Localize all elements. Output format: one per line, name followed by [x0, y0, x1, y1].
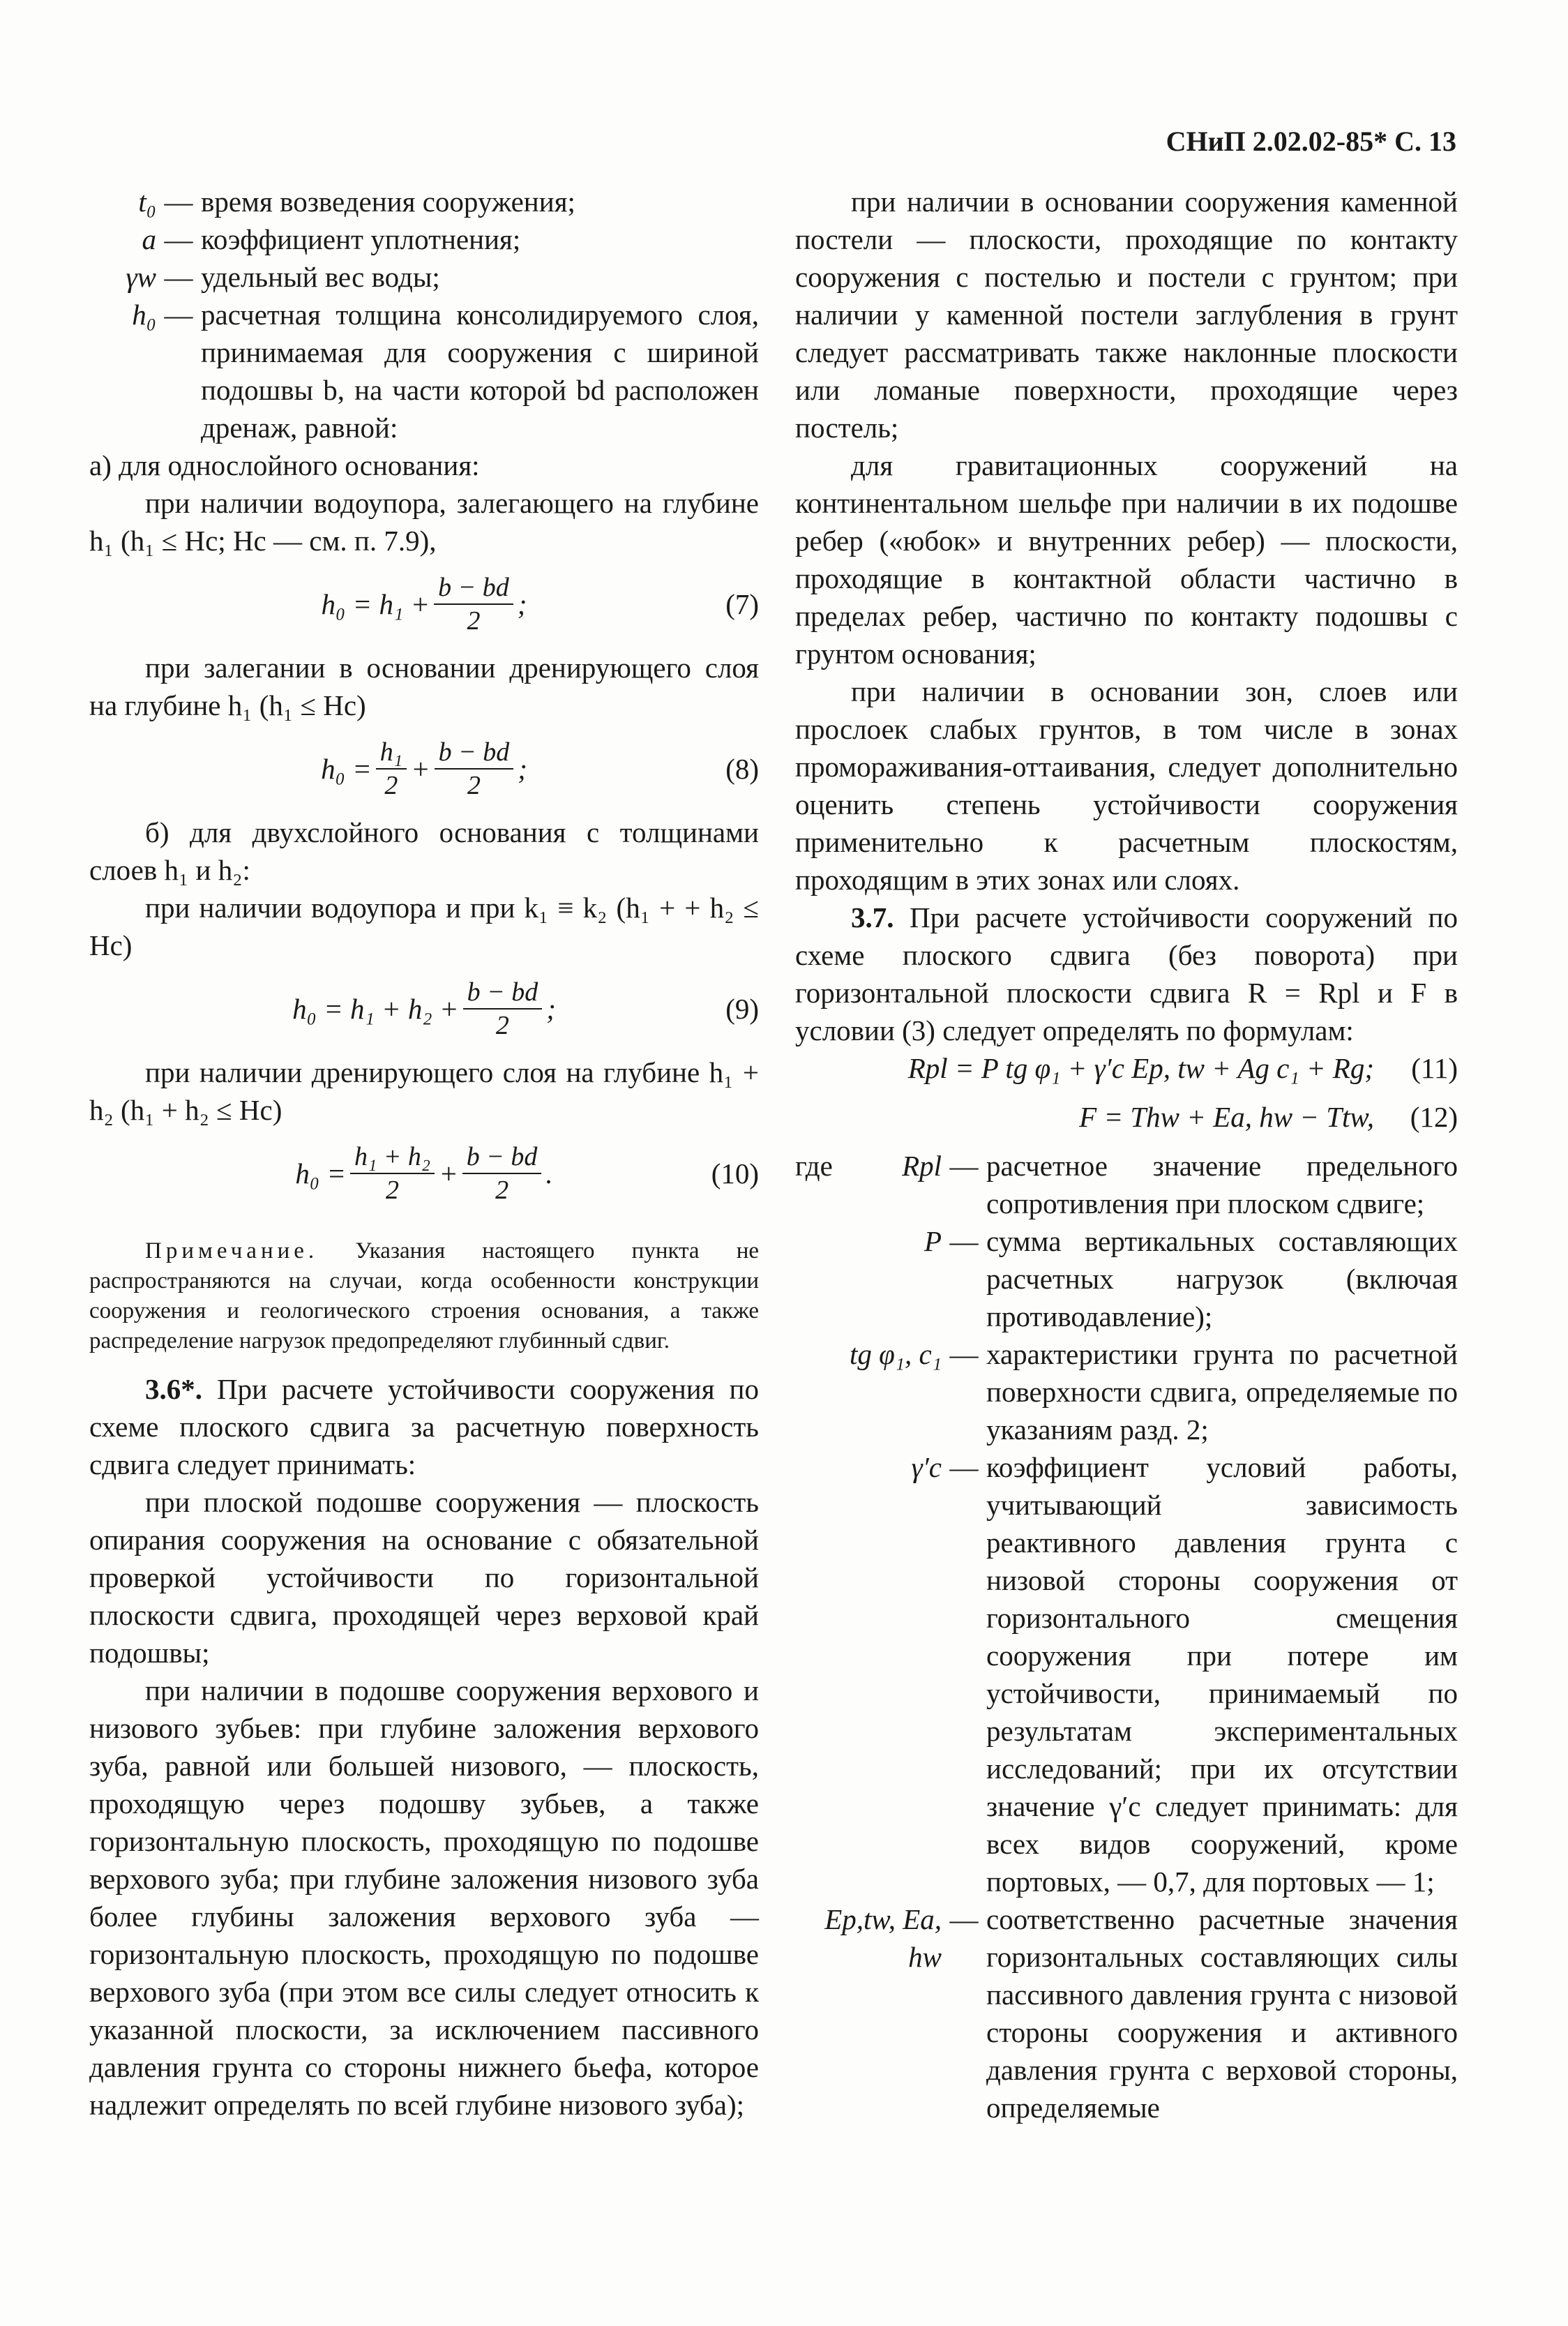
right-column [795, 183, 1458, 2126]
section-text: При расчете устойчивости сооружений по схеме плоского сдвига (без поворота) при горизонтальной плоскости сдвига R = Rpl и F в условии (3) следует определять по формулам: [795, 901, 1458, 1046]
denominator: 2 [384, 771, 398, 800]
definition-symbol: Ep,tw, Ea, hw [824, 1903, 942, 1973]
definition-symbol: γ′c [911, 1451, 942, 1483]
definition-text: соответственно расчетные значения горизонтальных составляющих силы пассивного давления грунта с низовой стороны сооружения и активного давления грунта с верховой стороны, определяемые [986, 1903, 1458, 2124]
dash: — [949, 1150, 979, 1182]
numerator: b − bd [435, 736, 514, 770]
page-header: СНиП 2.02.02-85* С. 13 [1166, 126, 1456, 157]
definition-item [795, 1147, 1458, 1222]
numerator: b − bd [462, 1141, 542, 1174]
denominator: 2 [495, 1011, 509, 1040]
formula-7 [89, 560, 759, 649]
dash: — [949, 1338, 979, 1370]
numerator: h₁ + h₂ [350, 1141, 435, 1174]
formula-number: (9) [725, 993, 759, 1025]
dash: — [164, 299, 193, 331]
section-3-6 [89, 1370, 759, 1483]
definition-text: расчетное значение предельного сопротивления при плоском сдвиге; [986, 1150, 1458, 1220]
section-number: 3.7. [851, 901, 894, 933]
dash: — [949, 1225, 979, 1257]
section-text: При расчете устойчивости сооружения по схеме плоского сдвига за расчетную поверхность сдвига следует принимать: [89, 1373, 759, 1480]
paragraph: а) для однослойного основания: [89, 449, 480, 481]
denominator: 2 [495, 1176, 509, 1205]
formula-8 [89, 724, 759, 813]
definition-item [795, 1900, 1458, 2126]
definition-item [89, 220, 759, 258]
paragraph: при наличии водоупора, залегающего на глубине h₁ (h₁ ≤ Hc; Hc — см. п. 7.9), [89, 487, 759, 557]
left-column [89, 183, 759, 2124]
denominator: 2 [386, 1176, 400, 1205]
definition-item [89, 258, 759, 296]
note-text: Указания настоящего пункта не распространяются на случаи, когда особенности конструкции сооружения и геологического строения основания, а также распределение нагрузок предопределяют глубинный сдвиг. [89, 1238, 759, 1353]
formula-11 [795, 1049, 1458, 1098]
note [89, 1236, 759, 1356]
formula-9 [89, 964, 759, 1053]
formula-lhs: h₀ = h₁ + h₂ + [292, 993, 459, 1025]
definition-text: расчетная толщина консолидируемого слоя, принимаемая для сооружения с шириной подошвы b, на части которой bd расположен дренаж, равной: [201, 299, 759, 444]
numerator: b − bd [463, 976, 543, 1010]
formula-number: (8) [725, 753, 759, 785]
fraction [350, 1141, 435, 1206]
definition-text: коэффициент условий работы, учитывающий зависимость реактивного давления грунта с низовой стороны сооружения от горизонтального смещения сооружения при потере им устойчивости, принимаемый по результатам экспериментальных исследований; при их отсутствии значение γ′c следует принимать: для всех видов сооружений, кроме портовых, — 0,7, для портовых — 1; [986, 1451, 1458, 1898]
formula-expression: F = Thw + Ea, hw − Ttw, [1079, 1101, 1374, 1133]
definition-symbol: a [142, 223, 156, 255]
formula-number: (11) [1411, 1052, 1458, 1084]
definition-text: характеристики грунта по расчетной поверхности сдвига, определяемые по указаниям разд. 2; [986, 1338, 1458, 1446]
definition-symbol: h₀ [132, 299, 156, 331]
formula-tail: ; [546, 993, 556, 1025]
section-number: 3.6*. [145, 1373, 202, 1405]
paragraph: при залегании в основании дренирующего слоя на глубине h₁ (h₁ ≤ Hc) [89, 652, 759, 721]
paragraph: при наличии дренирующего слоя на глубине h₁ + h₂ (h₁ + h₂ ≤ Hc) [89, 1056, 759, 1126]
formula-lhs: h₀ = [321, 753, 372, 785]
definition-text: сумма вертикальных составляющих расчетных нагрузок (включая противодавление); [986, 1225, 1458, 1333]
dash: — [949, 1903, 979, 1935]
definition-item [89, 183, 759, 220]
definition-symbol: P [924, 1225, 942, 1257]
paragraph: при наличии в основании зон, слоев или прослоек слабых грунтов, в том числе в зонах промораживания-оттаивания, следует дополнительно оценить степень устойчивости сооружения применительно к расчетным плоскостям, проходящим в этих зонах или слоях. [795, 675, 1458, 896]
definition-text: удельный вес воды; [201, 261, 440, 293]
definition-item [795, 1448, 1458, 1900]
definition-symbol: Rpl [902, 1150, 942, 1182]
fraction [376, 736, 407, 802]
formula-tail: ; [518, 753, 527, 785]
denominator: 2 [467, 606, 481, 636]
formula-tail: ; [517, 588, 527, 620]
dash: — [164, 261, 193, 293]
definition-symbol: t₀ [138, 186, 156, 218]
dash: — [164, 186, 193, 218]
where-label: где [795, 1150, 833, 1182]
formula-lhs: h₀ = [295, 1157, 346, 1190]
paragraph: при плоской подошве сооружения — плоскость опирания сооружения на основание с обязательной проверкой устойчивости по горизонтальной плоскости сдвига, проходящей через верховой край подошвы; [89, 1486, 759, 1669]
fraction [462, 1141, 542, 1206]
plus-sign: + [410, 753, 430, 785]
definition-symbol: tg φ₁, c₁ [849, 1338, 942, 1370]
paragraph: для гравитационных сооружений на континентальном шельфе при наличии в их подошве ребер («юбок» и внутренних ребер) — плоскости, проходящие в контактной области частично в пределах ребер, частично по контакту подошвы с грунтом основания; [795, 449, 1458, 670]
formula-number: (7) [725, 588, 759, 620]
definition-item [795, 1222, 1458, 1335]
plus-sign: + [439, 1157, 458, 1190]
dash: — [949, 1451, 979, 1483]
definition-symbol: γw [126, 261, 156, 293]
section-3-7 [795, 899, 1458, 1049]
formula-12 [795, 1098, 1458, 1147]
fraction [463, 976, 543, 1042]
fraction [435, 736, 514, 802]
paragraph: б) для двухслойного основания с толщинами слоев h₁ и h₂: [89, 816, 759, 886]
paragraph: при наличии в основании сооружения каменной постели — плоскости, проходящие по контакту сооружения с постелью и постели с грунтом; при наличии у каменной постели заглубления в грунт следует рассматривать также наклонные плоскости или ломаные поверхности, проходящие через постель; [795, 186, 1458, 444]
fraction [434, 571, 513, 637]
paragraph: при наличии водоупора и при k₁ ≡ k₂ (h₁ + + h₂ ≤ Hc) [89, 892, 759, 961]
note-label: Примечание. [145, 1238, 319, 1263]
formula-expression: Rpl = P tg φ₁ + γ′c Ep, tw + Ag c₁ + Rg; [907, 1052, 1374, 1084]
numerator: b − bd [434, 571, 513, 605]
numerator: h₁ [376, 736, 407, 770]
denominator: 2 [467, 771, 481, 800]
formula-10 [89, 1129, 759, 1218]
paragraph: при наличии в подошве сооружения верхового и низового зубьев: при глубине заложения верхового зуба, равной или большей низового, — плоскость, проходящую через подошву зубьев, а также горизонтальную плоскость, проходящую по подошве верхового зуба; при глубине заложения низового зуба более глубины заложения верхового зуба — горизонтальную плоскость, проходящую по подошве верхового зуба (при этом все силы следует относить к указанной плоскости, за исключением пассивного давления грунта со стороны нижнего бьефа, которое надлежит определять по всей глубине низового зуба); [89, 1674, 759, 2121]
definition-item [795, 1335, 1458, 1448]
formula-number: (12) [1410, 1101, 1458, 1133]
dash: — [164, 223, 193, 255]
formula-tail: . [545, 1157, 553, 1190]
formula-number: (10) [711, 1157, 759, 1190]
definition-text: коэффициент уплотнения; [201, 223, 521, 255]
formula-lhs: h₀ = h₁ + [321, 588, 430, 620]
definition-text: время возведения сооружения; [201, 186, 575, 218]
definition-item [89, 296, 759, 447]
